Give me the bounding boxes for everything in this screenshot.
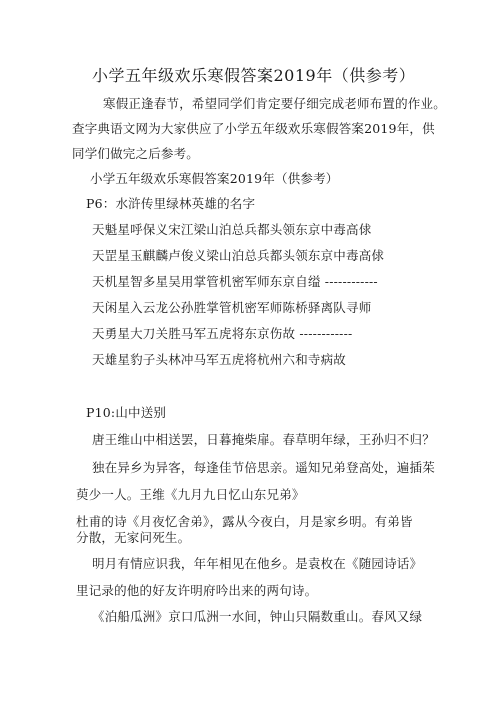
p10-line-4: 杜甫的诗《月夜忆舍弟》，露从今夜白，月是家乡明。有弟皆 xyxy=(76,514,413,529)
p10-line-2: 独在异乡为异客，每逢佳节倍思亲。遥知兄弟登高处，遍插茱 xyxy=(92,460,435,475)
p6-line-3: 天机星智多星吴用掌管机密军师东京自缢 ------------ xyxy=(92,274,378,289)
section-heading-p10: P10:山中送别 xyxy=(86,405,167,420)
p6-line-4: 天闲星入云龙公孙胜掌管机密军师陈桥驿离队寻师 xyxy=(92,300,372,315)
p10-line-7: 里记录的他的好友许明府吟出来的两句诗。 xyxy=(76,583,318,598)
subtitle: 小学五年级欢乐寒假答案2019年（供参考） xyxy=(90,171,339,186)
p6-line-5: 天勇星大刀关胜马军五虎将东京伤故 ------------ xyxy=(92,326,353,341)
p6-line-6: 天雄星豹子头林冲马军五虎将杭州六和寺病故 xyxy=(92,352,347,367)
intro-line-1: 寒假正逢春节，希望同学们肯定要仔细完成老师布置的作业。 xyxy=(103,96,446,111)
p10-line-5: 分散，无家问死生。 xyxy=(76,530,191,545)
intro-line-2: 查字典语文网为大家供应了小学五年级欢乐寒假答案2019年，供 xyxy=(72,121,435,136)
section-heading-p6: P6：水浒传里绿林英雄的名字 xyxy=(86,196,256,211)
p10-line-3: 萸少一人。王维《九月九日忆山东兄弟》 xyxy=(76,487,305,502)
p10-line-1: 唐王维山中相送罢，日暮掩柴扉。春草明年绿，王孙归不归？ xyxy=(92,432,435,447)
p10-line-6: 明月有情应识我，年年相见在他乡。是袁枚在《随园诗话》 xyxy=(92,556,423,571)
intro-line-3: 同学们做完之后参考。 xyxy=(72,146,200,161)
p6-line-2: 天罡星玉麒麟卢俊义梁山泊总兵都头领东京中毒高俅 xyxy=(92,248,385,263)
p10-line-8: 《泊船瓜洲》京口瓜洲一水间，钟山只隔数重山。春风又绿 xyxy=(92,609,423,624)
p6-line-1: 天魁星呼保义宋江梁山泊总兵都头领东京中毒高俅 xyxy=(92,222,372,237)
page-title: 小学五年级欢乐寒假答案2019年（供参考） xyxy=(92,66,416,85)
